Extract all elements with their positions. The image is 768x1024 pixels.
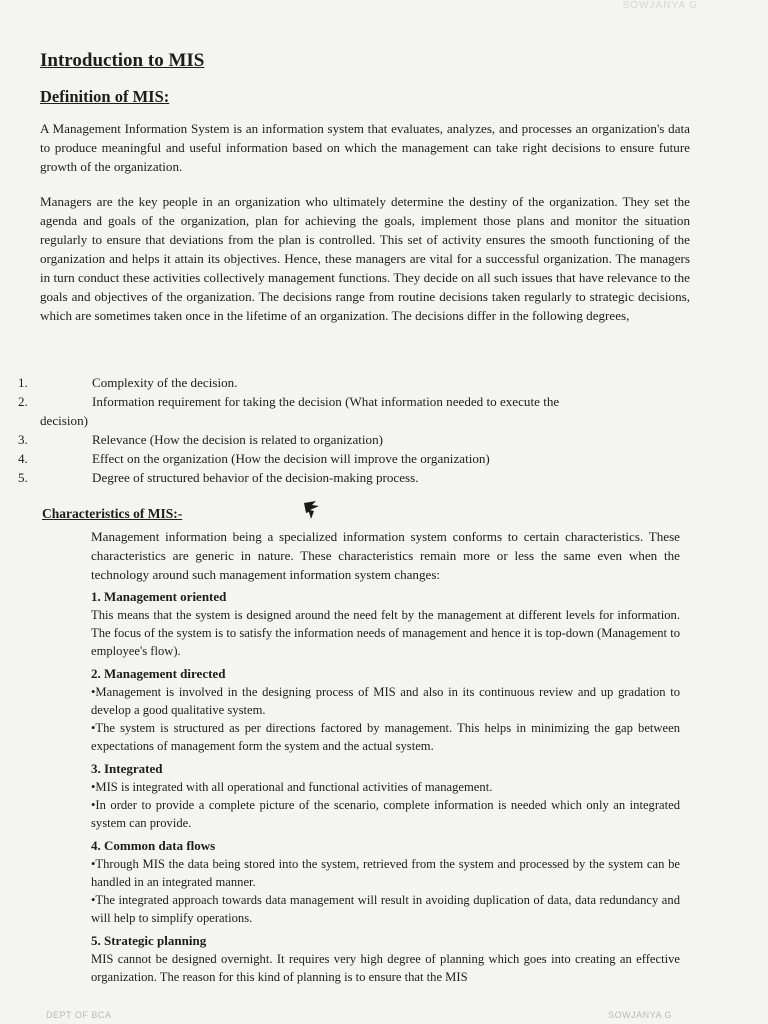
section-text: •The system is structured as per directions factored by management. This helps in minimizing the gap between expectations of management form the system and the actual system. [91, 721, 680, 753]
definition-paragraph-2: Managers are the key people in an organization who ultimately determine the destiny of the organization. They set the agenda and goals of the organization, plan for achieving the goals, implement those plans and monitor the situation regularly to ensure that deviations from the plan is controlled. This set of activity ensures the smooth functioning of the organization and helps it attain its objectives. Hence, these managers are vital for a successful organization. The managers in turn conduct these activities collectively management functions. They decide on all such issues that have relevance to the goals and objectives of the organization. The decisions range from routine decisions taken regularly to strategic decisions, which are sometimes taken once in the lifetime of an organization. The decisions differ in the following degrees, [40, 194, 690, 323]
section-title: 1. Management oriented [91, 589, 227, 604]
definition-heading: Definition of MIS: [40, 87, 170, 106]
characteristics-heading: Characteristics of MIS:- [42, 506, 183, 521]
section-title: 5. Strategic planning [91, 933, 207, 948]
list-item-number: 3. [18, 432, 28, 447]
list-item [0, 392, 700, 430]
section-title: 2. Management directed [91, 666, 226, 681]
section-text: This means that the system is designed around the need felt by the management at different levels for information. The focus of the system is to satisfy the information needs of management and hence it is top-down (Management to employee's flow). [91, 608, 680, 658]
list-item-text: Information requirement for taking the decision (What information needed to execute the [92, 394, 560, 409]
list-item-continuation: decision) [40, 413, 88, 428]
characteristics-intro: Management information being a specialized information system conforms to certain characteristics. These characteristics are generic in nature. These characteristics remain more or less the same even when the technology around such management information system changes: [91, 529, 680, 582]
list-item-text: Complexity of the decision. [92, 375, 238, 390]
list-item-number: 4. [18, 451, 28, 466]
characteristic-section [91, 837, 680, 927]
list-item-number: 5. [18, 470, 28, 485]
list-item-text: Effect on the organization (How the decision will improve the organization) [92, 451, 490, 466]
section-title: 4. Common data flows [91, 838, 216, 853]
characteristic-section [91, 760, 680, 832]
section-title: 3. Integrated [91, 761, 163, 776]
list-item [0, 449, 700, 468]
definition-paragraph-1: A Management Information System is an information system that evaluates, analyzes, and processes an organization's data to produce meaningful and useful information based on which the management can take right decisions to ensure future growth of the organization. [40, 121, 690, 174]
characteristics-list [91, 588, 680, 991]
header-watermark: SOWJANYA G [622, 0, 698, 11]
section-text: •Management is involved in the designing process of MIS and also in its continuous review and up gradation to develop a good qualitative system. [91, 685, 680, 717]
section-text: •In order to provide a complete picture of the scenario, complete information is needed which only an integrated system can provide. [91, 798, 680, 830]
list-item-number: 2. [18, 394, 28, 409]
list-item [0, 430, 700, 449]
section-text: MIS cannot be designed overnight. It requires very high degree of planning which goes into creating an effective organization. The reason for this kind of planning is to ensure that the MIS [91, 952, 680, 984]
characteristic-section [91, 932, 680, 986]
characteristic-section [91, 588, 680, 660]
list-item-text: Relevance (How the decision is related to organization) [92, 432, 383, 447]
section-text: •MIS is integrated with all operational and functional activities of management. [91, 780, 493, 794]
characteristic-section [91, 665, 680, 755]
page-title: Introduction to MIS [40, 50, 205, 71]
footer-department: DEPT OF BCA [46, 1010, 112, 1020]
degrees-list [0, 373, 700, 487]
mouse-cursor-icon [303, 500, 321, 520]
list-item-text: Degree of structured behavior of the decision-making process. [92, 470, 419, 485]
footer-author: SOWJANYA G [608, 1010, 672, 1020]
section-text: •The integrated approach towards data management will result in avoiding duplication of data, data redundancy and will help to simplify operations. [91, 893, 680, 925]
list-item [0, 468, 700, 487]
list-item-number: 1. [18, 375, 28, 390]
list-item [0, 373, 700, 392]
section-text: •Through MIS the data being stored into the system, retrieved from the system and processed by the system can be handled in an integrated manner. [91, 857, 680, 889]
